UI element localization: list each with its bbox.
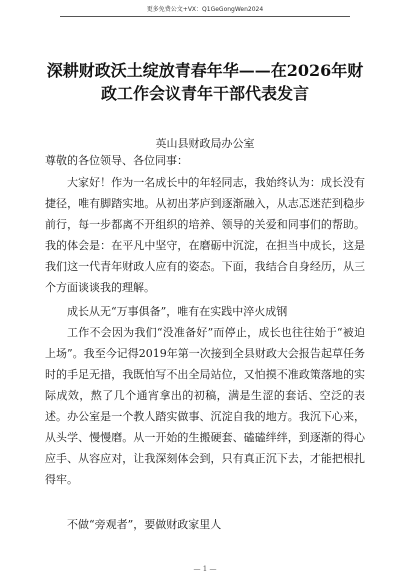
document-title: 深耕财政沃土绽放青春年华——在2026年财政工作会议青年干部代表发言 xyxy=(46,61,364,103)
section-heading-2: 不做“旁观者”，要做财政家里人 xyxy=(67,518,222,531)
organization-name: 英山县财政局办公室 xyxy=(155,137,255,150)
paragraph-practice: 工作不会因为我们“没准备好”而停止，成长也往往始于“被迫上场”。我至今记得2019年第一次接到全县财政大会报告起草任务时的手足无措，我既怕写不出全局站位，又怕摸不准政策落地的实际成效，熬了几个通宵拿出的初稿，满是生涩的套话、空泛的表述。办公室是一个教人踏实做事、沉淀自我的地方。我沉下心来，从头学、慢慢磨。从一开始的生搬硬套、磕磕绊绊，到逐渐的得心应手、从容应对，让我深刻体会到，只有真正沉下去，才能把根扎得牢。 xyxy=(45,326,365,486)
header-note: 更多免费公文+VX：Q1GeGongWen2024 xyxy=(146,6,264,13)
section-heading-1: 成长从无“万事俱备”，唯有在实践中淬火成钢 xyxy=(67,305,288,318)
header-rule xyxy=(60,16,350,17)
paragraph-intro: 大家好！作为一名成长中的年轻同志，我始终认为：成长没有捷径，唯有脚踏实地。从初出茅庐到逐渐融入，从志忑迷茫到稳步前行，每一步都离不开组织的培养、领导的关爱和同事们的帮助。我的体会是：在平凡中坚守，在磨砺中沉淀，在担当中成长，这是我们这一代青年财政人应有的姿态。下面，我结合自身经历，从三个方面谈谈我的理解。 xyxy=(45,176,365,294)
page-number: — 1 — xyxy=(193,565,217,573)
greeting: 尊敬的各位领导、各位同事： xyxy=(45,154,188,167)
